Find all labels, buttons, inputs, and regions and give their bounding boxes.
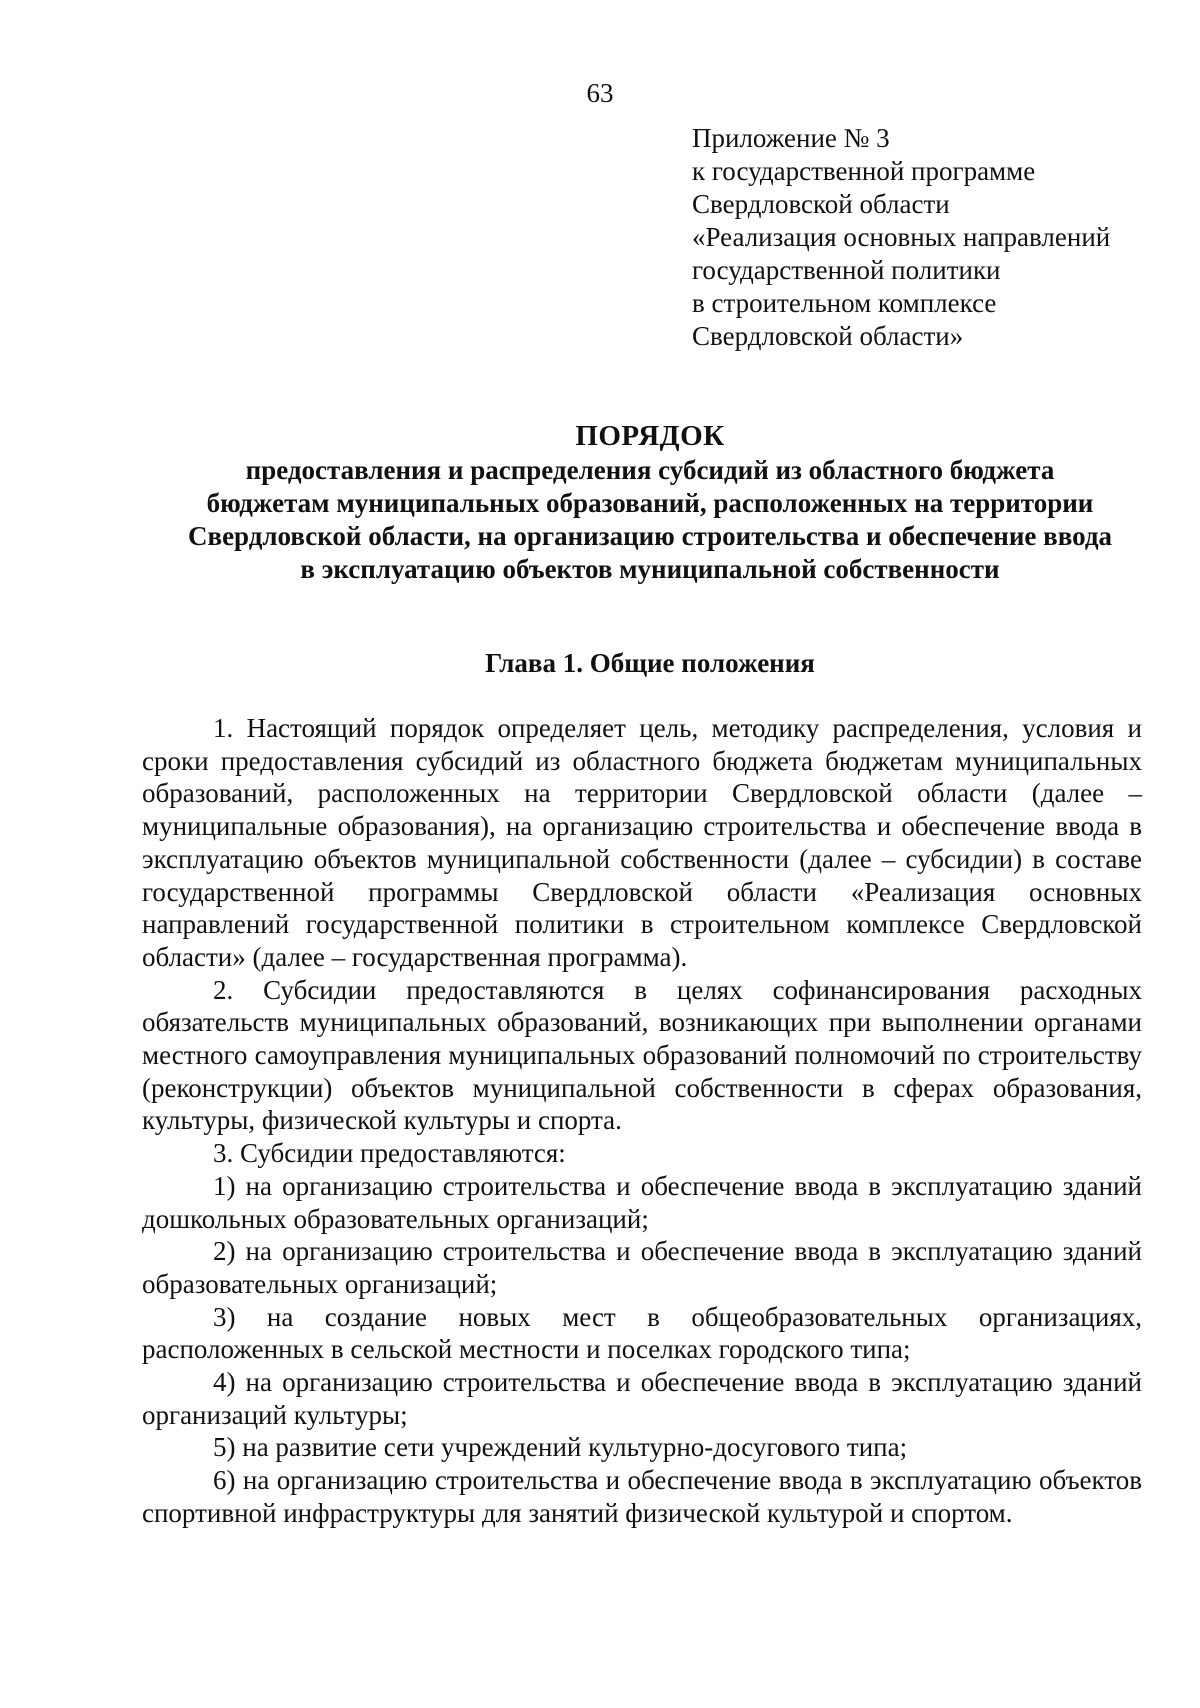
- annex-line: в строительном комплексе: [692, 288, 997, 318]
- title-sub-line: в эксплуатацию объектов муниципальной собственности: [300, 554, 1000, 584]
- title-sub-line: бюджетам муниципальных образований, расположенных на территории: [206, 488, 1094, 518]
- paragraph: 1) на организацию строительства и обеспечение ввода в эксплуатацию зданий дошкольных образовательных организаций;: [142, 1170, 1142, 1234]
- paragraph: 4) на организацию строительства и обеспечение ввода в эксплуатацию зданий организаций культуры;: [142, 1367, 1142, 1430]
- paragraph: 1. Настоящий порядок определяет цель, методику распределения, условия и сроки предоставления субсидий из областного бюджета бюджетам муниципальных образований, расположенных на территории Свердловской области (далее – муниципальные образования), на организацию строительства и обеспечение ввода в эксплуатацию объектов муниципальной собственности (далее – субсидии) в составе государственной программы Свердловской области «Реализация основных направлений государственной политики в строительном комплексе Свердловской области» (далее – государственная программа).: [142, 713, 1142, 972]
- paragraph: 2. Субсидии предоставляются в целях софинансирования расходных обязательств муниципальных образований, возникающих при выполнении органами местного самоуправления муниципальных образований полномочий по строительству (реконструкции) объектов муниципальной собственности в сферах образования, культуры, физической культуры и спорта.: [142, 974, 1142, 1136]
- annex-line: государственной политики: [692, 255, 1001, 285]
- document-title: [130, 418, 1170, 586]
- paragraph: 6) на организацию строительства и обеспечение ввода в эксплуатацию объектов спортивной инфраструктуры для занятий физической культурой и спортом.: [142, 1465, 1142, 1528]
- title-sub-line: Свердловской области, на организацию строительства и обеспечение ввода: [187, 521, 1112, 551]
- annex-line: «Реализация основных направлений: [692, 222, 1111, 252]
- paragraph: 3. Субсидии предоставляются:: [213, 1138, 566, 1169]
- annex-line: Приложение № 3: [692, 123, 890, 153]
- annex-line: Свердловской области»: [692, 321, 964, 351]
- page-number: 63: [586, 78, 614, 108]
- annex-line: Свердловской области: [692, 189, 950, 219]
- body-text: [142, 712, 1142, 1530]
- title-main: ПОРЯДОК: [575, 420, 725, 452]
- paragraph: 3) на создание новых мест в общеобразовательных организациях, расположенных в сельской местности и поселках городского типа;: [142, 1301, 1142, 1365]
- paragraph: 5) на развитие сети учреждений культурно-досугового типа;: [213, 1432, 908, 1463]
- annex-header: [692, 122, 1172, 353]
- paragraph: 2) на организацию строительства и обеспечение ввода в эксплуатацию зданий образовательных организаций;: [142, 1236, 1142, 1299]
- chapter-heading: Глава 1. Общие положения: [485, 648, 815, 678]
- annex-line: к государственной программе: [692, 156, 1036, 186]
- title-sub-line: предоставления и распределения субсидий из областного бюджета: [245, 455, 1055, 485]
